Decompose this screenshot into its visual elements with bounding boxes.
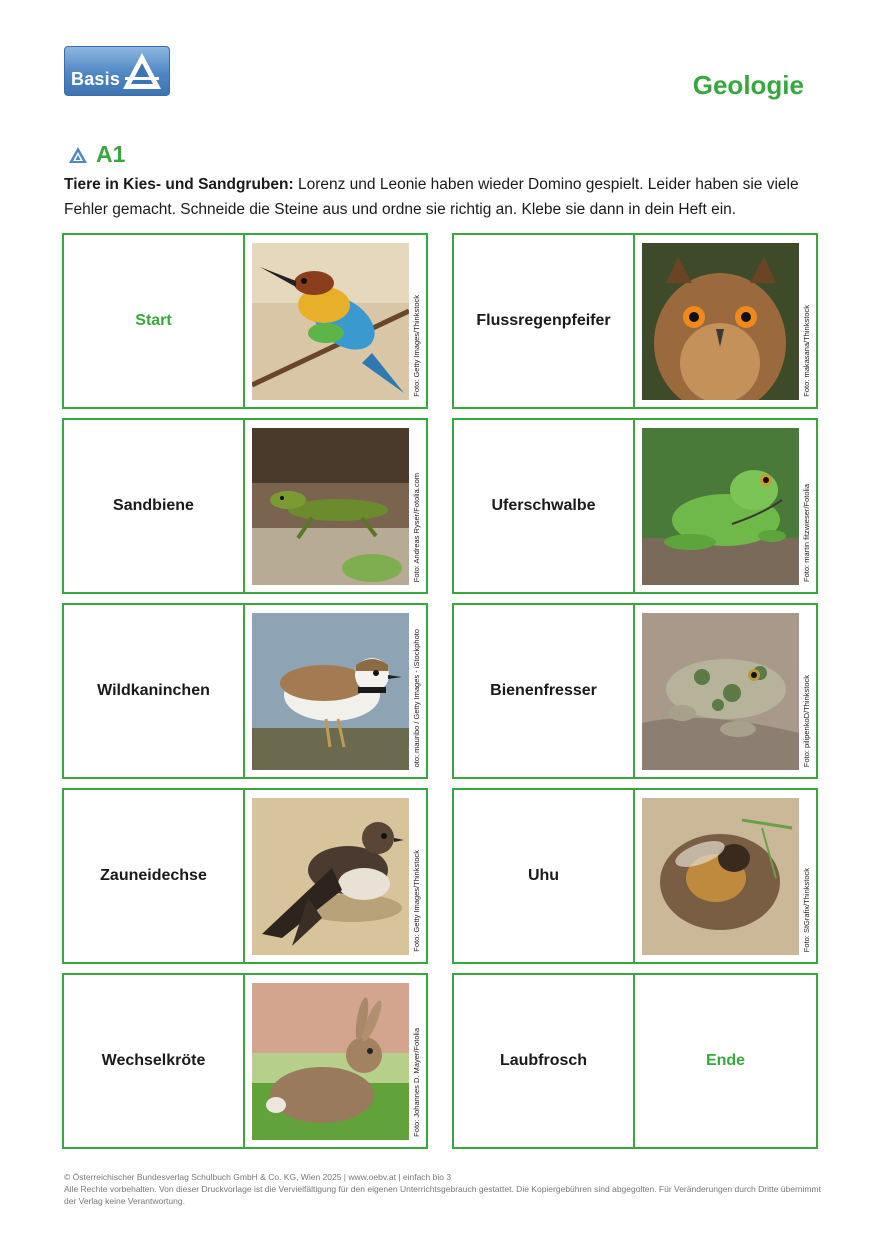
domino-label: Start: [135, 312, 172, 329]
domino-tile[interactable]: [452, 603, 818, 779]
task-title-bold: Tiere in Kies- und Sandgruben:: [64, 176, 294, 193]
task-text: Lorenz und Leonie haben wieder Domino gespielt. Leider haben sie viele Fehler gemacht. Schneide die Steine aus und ordne sie richtig an. Klebe sie dann in dein Heft ein.: [64, 176, 799, 218]
domino-tile[interactable]: [452, 418, 818, 594]
domino-tile[interactable]: [62, 788, 428, 964]
domino-tile[interactable]: [62, 603, 428, 779]
little-ringed-plover-photo: [252, 613, 409, 770]
domino-label: Zauneidechse: [100, 867, 207, 884]
photo-credit: Foto: pilipenkoD/Thinkstock: [802, 674, 811, 767]
domino-end-label: Ende: [705, 1052, 746, 1069]
copyright-footer: [64, 1171, 834, 1207]
photo-credit: Foto: Andreas Ryser/Fotolia.com: [412, 472, 421, 582]
photo-credit: Foto: Getty Images/Thinkstock: [412, 850, 421, 952]
photo-credit: Foto: Getty Images/Thinkstock: [412, 295, 421, 397]
domino-label: Wildkaninchen: [97, 682, 210, 699]
subject-title: Geologie: [692, 70, 804, 100]
sand-lizard-photo: [252, 428, 409, 585]
sand-martin-photo: [252, 798, 409, 955]
domino-tile[interactable]: [452, 233, 818, 409]
domino-label: Laubfrosch: [499, 1052, 588, 1069]
photo-credit: Foto: makasana/Thinkstock: [802, 305, 811, 397]
domino-label: Sandbiene: [113, 497, 194, 514]
tree-frog-photo: [642, 428, 799, 585]
domino-tile[interactable]: [62, 973, 428, 1149]
footer-line-2: Alle Rechte vorbehalten. Von dieser Druckvorlage ist die Vervielfältigung für den eigenen Unterrichtsgebrauch gestattet. Die Kopiergebühren sind abgegolten. Für Veränderungen durch Dritte übernimmt der Verlag keine Verantwortung.: [64, 1184, 821, 1206]
photo-credit: Foto: StGrafix/Thinkstock: [802, 867, 811, 952]
basis-level-icon: [68, 146, 88, 164]
eagle-owl-photo: [642, 243, 799, 400]
domino-tile[interactable]: [62, 418, 428, 594]
footer-line-1: © Österreichischer Bundesverlag Schulbuch GmbH & Co. KG, Wien 2025 | www.oebv.at | einfach bio 3: [64, 1172, 452, 1182]
basis-logo: [64, 46, 170, 96]
domino-tile[interactable]: [62, 233, 428, 409]
logo-text: Basis: [71, 69, 121, 89]
wild-rabbit-photo: [252, 983, 409, 1140]
bee-eater-photo: [252, 243, 409, 400]
photo-credit: Foto: martin fitzwieser/Fotolia: [802, 484, 811, 582]
domino-label: Bienenfresser: [490, 682, 597, 699]
domino-label: Flussregenpfeifer: [476, 312, 611, 329]
domino-label: Uferschwalbe: [491, 497, 596, 514]
mining-bee-photo: [642, 798, 799, 955]
green-toad-photo: [642, 613, 799, 770]
task-number: A1: [96, 141, 126, 167]
task-instructions: [64, 172, 834, 222]
photo-credit: Foto: Johannes D. Mayer/Fotolia: [412, 1028, 421, 1137]
domino-label: Uhu: [527, 867, 560, 884]
photo-credit: oto: mauribo / Getty Images - iStockphoto: [412, 628, 421, 767]
domino-tile[interactable]: [452, 788, 818, 964]
domino-tile[interactable]: [452, 973, 818, 1149]
triangle-logo-icon: [121, 51, 163, 91]
domino-label: Wechselkröte: [101, 1052, 206, 1069]
